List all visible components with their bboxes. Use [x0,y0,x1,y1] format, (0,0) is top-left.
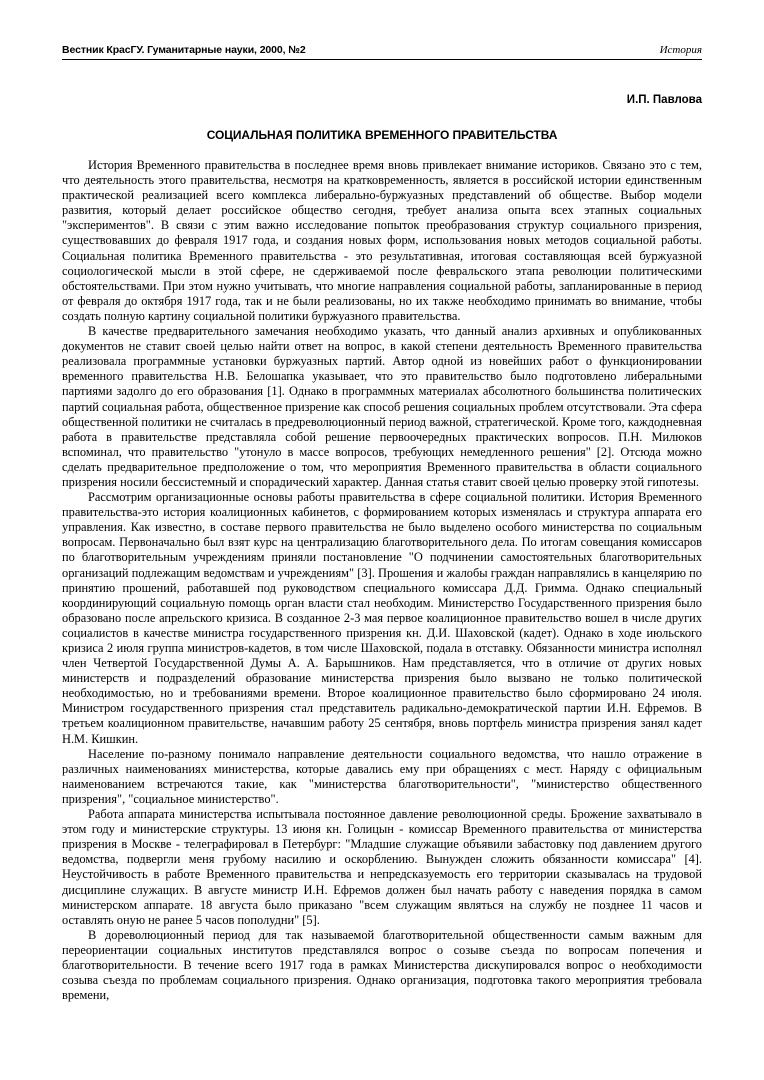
article-body [62,158,702,1003]
journal-title: Вестник КрасГУ. Гуманитарные науки, 2000, №2 [62,44,306,56]
paragraph: В дореволюционный период для так называемой благотворительной общественности самым важным для переориентации социальных институтов представлялся вопрос о созыве съезда по вопросам попечения и благотворительности. В течение всего 1917 года в рамках Министерства дискупировался вопрос о необходимости созыва съезда по проблемам социального призрения. Однако организация, подготовка такого мероприятия требовала времени, [62,927,702,1003]
paragraph: История Временного правительства в последнее время вновь привлекает внимание историков. Связано это с тем, что деятельность этого правительства, несмотря на кратковременность, является в российской истории единственным практической реализацией всего комплекса либерально-буржуазных представлений об обществе. Выбор модели развития, который делает российское общество сегодня, требует анализа опыта всех этапных социальных "экспериментов". В связи с этим важно исследование попыток преобразования структур социального призрения, существовавших до февраля 1917 года, и создания новых форм, использования новых методов социальной работы. Социальная политика Временного правительства - это результативная, итоговая составляющая всей буржуазной социологической мысли в этой сфере, не сдерживаемой после февральского этапа революции политическими обстоятельствами. При этом нужно учитывать, что многие направления социальной работы, запланированные в период от февраля до октября 1917 года, так и не были реализованы, но их также необходимо принимать во внимание, чтобы создать полную картину социальной политики буржуазного правительства. [62,158,702,323]
paragraph: В качестве предварительного замечания необходимо указать, что данный анализ архивных и опубликованных документов не ставит своей целью найти ответ на вопрос, в какой степени деятельность Временного правительства реализовала программные установки буржуазных партий. Автор одной из новейших работ о функционировании временного правительства Н.В. Белошапка указывает, что это правительство было подготовлено либеральными партиями задолго до его образования [1]. Однако в программных материалах абсолютного большинства политических партий социальная работа, общественное призрение как способ решения социальных проблем отсутствовали. Эта сфера общественной политики не считалась в предреволюционный период важной, стратегической. Кроме того, каждодневная работа в правительстве представляла собой решение первоочередных практических вопросов. П.Н. Милюков вспоминал, что правительство "утонуло в массе вопросов, требующих немедленного решения" [2]. Отсюда можно сделать предварительное предположение о том, что мероприятия Временного правительства в области социального призрения носили бессистемный и спорадический характер. Данная статья ставит своей целью проверку этой гипотезы. [62,324,702,489]
author-name: И.П. Павлова [626,94,702,106]
article-title: СОЦИАЛЬНАЯ ПОЛИТИКА ВРЕМЕННОГО ПРАВИТЕЛЬСТВА [206,128,558,142]
paragraph: Население по-разному понимало направление деятельности социального ведомства, что нашло отражение в различных наименованиях министерства, которые давались ему при обращениях с мест. Наряду с официальным наименованием встречаются такие, как "министерства благотворительности", "министерство общественного призрения", "социальное министерство". [62,746,702,806]
page-header [62,44,702,60]
section-title: История [659,44,702,56]
paragraph: Работа аппарата министерства испытывала постоянное давление революционной среды. Брожение захватывало в этом году и министерские структуры. 13 июня кн. Голицын - комиссар Временного правительства от министерства призрения в Москве - телеграфировал в Петербург: "Младшие служащие объявили забастовку под давлением другого ведомства, подвергли меня грубому насилию и оскорблению. Вынужден сложить обязанности комиссара" [4]. Неустойчивость в работе Временного правительства и непредсказуемость его территории сказывалась на трудовой дисциплине служащих. В августе министр И.Н. Ефремов должен был начать работу с наведения порядка в самом министерском аппарате. 18 августа было приказано "всем служащим являться на службу не позднее 11 часов и оставлять оную не ранее 5 часов пополудни" [5]. [62,807,702,927]
paragraph: Рассмотрим организационные основы работы правительства в сфере социальной политики. История Временного правительства-это история коалиционных кабинетов, с формированием которых изменялась и структура аппарата его управления. Как известно, в составе первого правительства не было выделено особого министерства по социальным вопросам. Первоначально был взят курс на централизацию благотворительного дела. По итогам совещания комиссаров по благотворительным учреждениям приняли постановление "О подчинении самостоятельных благотворительных организаций подлежащим ведомствам и учреждениям" [3]. Прошения и жалобы граждан направлялись в канцелярию по принятию прошений, работавшей под руководством специального комиссара Д.Д. Гримма. Однако специальный координирующий социальную помощь орган власти стал необходим. Министерство Государственного призрения было образовано после апрельского кризиса. В созданное 2-3 мая первое коалиционное правительство вошел в числе других социалистов в качестве министра государственного призрения кн. Д.И. Шаховской (кадет). Однако в ходе июльского кризиса 2 июля группа министров-кадетов, в том числе Шаховской, подала в отставку. Обязанности министра исполнял член Четвертой Государственной Думы А. А. Барышников. Нам представляется, что в отличие от других новых министерств и подразделений образование министерства призрения было вызвано не только политической необходимостью, но и требованиями времени. Второе коалиционное правительство было сформировано 24 июля. Министром государственного призрения стал представитель радикально-демократической партии И.Н. Ефремов. В третьем коалиционном правительстве, начавшим работу 25 сентября, вновь портфель министра призрения занял кадет Н.М. Кишкин. [62,490,702,746]
